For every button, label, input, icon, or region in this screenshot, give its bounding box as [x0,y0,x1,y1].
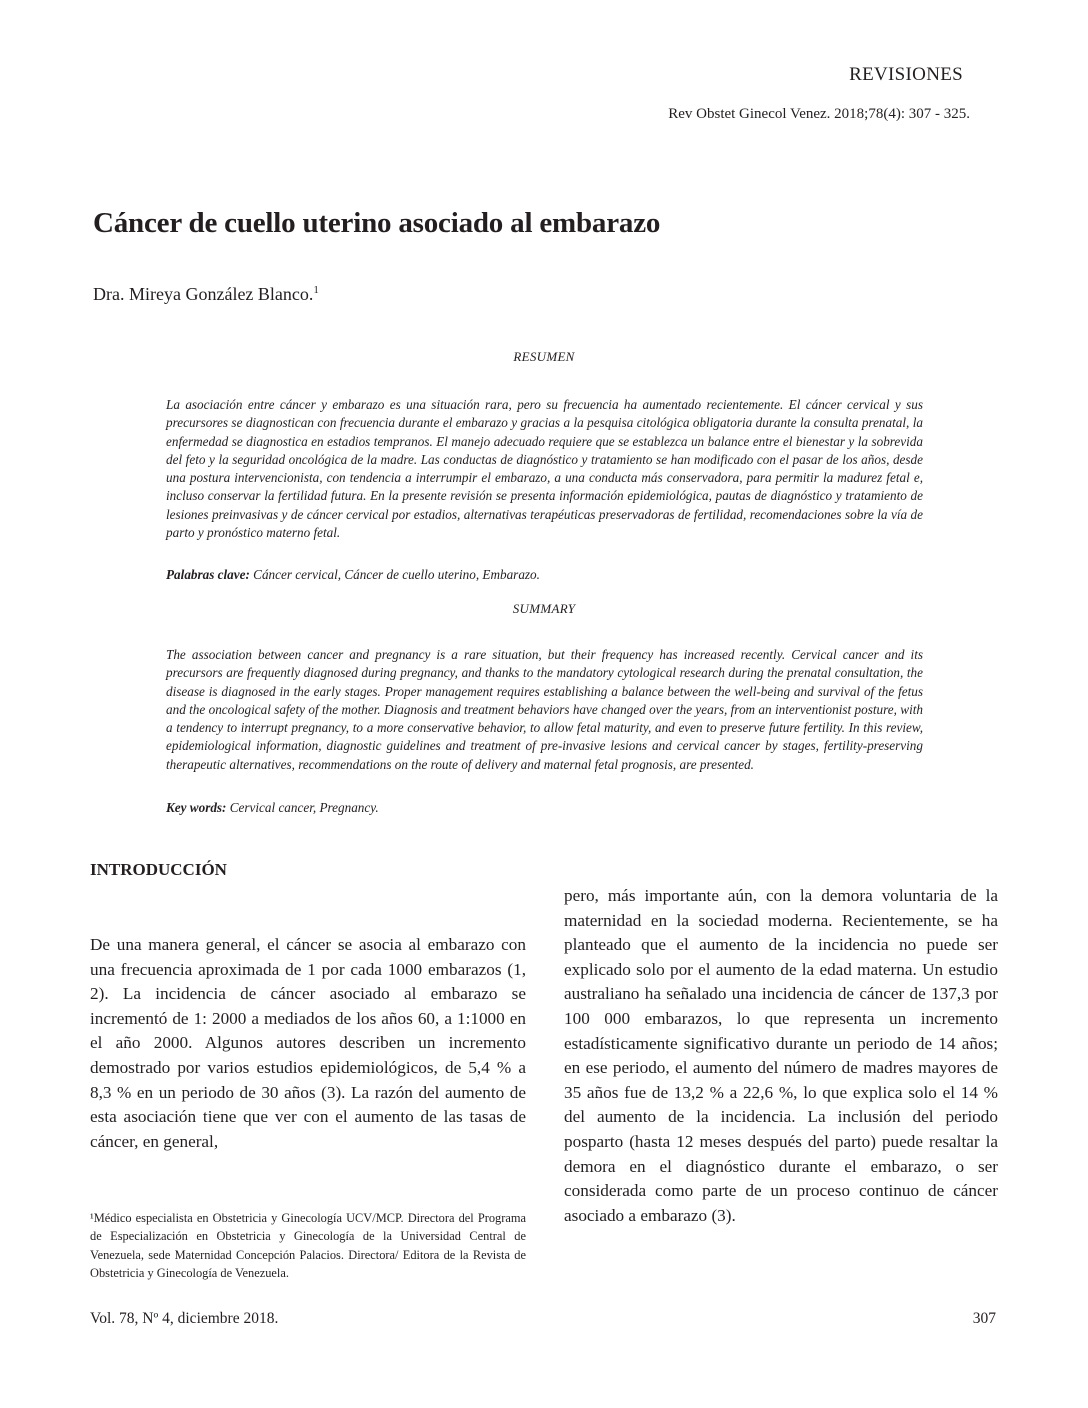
resumen-keywords-values: Cáncer cervical, Cáncer de cuello uterino, Embarazo. [249,567,540,582]
summary-heading: SUMMARY [512,601,576,616]
page-number: 307 [972,1310,996,1327]
body-left-column [90,933,526,1154]
resumen-heading: RESUMEN [513,349,575,364]
resumen-keywords [166,567,923,583]
section-label: REVISIONES [849,64,963,85]
body-right-column [564,884,998,1228]
author-affiliation-marker: 1 [313,284,319,296]
author-name: Dra. Mireya González Blanco. [93,284,314,304]
summary-text: The association between cancer and pregnancy is a rare situation, but their frequency has increased recently. Cervical cancer and its precursors are frequently diagnosed during pregnancy, and thanks to the mandatory cytological research during the prenatal consultation, the disease is diagnosed in the early stages. Proper management requires establishing a balance between the well-being and survival of the fetus and the oncological safety of the mother. Diagnosis and treatment behaviors have changed over the years, from an interventionist posture, with a tendency to interrupt pregnancy, to a more conservative behavior, to allow fetal maturity, and even to preserve future fertility. In this review, epidemiological information, diagnostic guidelines and treatment of pre-invasive lesions and cervical cancer by stages, fertility-preserving therapeutic alternatives, recommendations on the route of delivery and maternal fetal prognosis, are presented. [166,647,923,772]
introduction-heading: INTRODUCCIÓN [90,860,227,879]
intro-paragraph-right: pero, más importante aún, con la demora voluntaria de la maternidad en la sociedad moderna. Recientemente, se ha planteado que el aumento de la incidencia no puede ser explicado solo por el aumento de la edad materna. Un estudio australiano ha señalado una incidencia de cáncer de 137,3 por 100 000 embarazos, lo que representa un incremento estadísticamente significativo durante un periodo de 14 años; en ese periodo, el aumento del número de madres mayores de 35 años fue de 13,2 % a 22,6 %, lo que explica solo el 14 % del aumento de la incidencia. La inclusión del periodo posparto (hasta 12 meses después del parto) puede resaltar la demora en el diagnóstico durante el embarazo, o ser considerada como parte de un proceso continuo de cáncer asociado a embarazo (3). [564,886,998,1225]
author-line [93,284,319,305]
summary-keywords [166,800,923,816]
summary-keywords-values: Cervical cancer, Pregnancy. [226,800,379,815]
author-footnote: ¹Médico especialista en Obstetricia y Ginecología UCV/MCP. Directora del Programa de Especialización en Obstetricia y Ginecología de la Universidad Central de Venezuela, sede Maternidad Concepción Palacios. Directora/ Editora de la Revista de Obstetricia y Ginecología de Venezuela. [90,1211,526,1281]
article-title: Cáncer de cuello uterino asociado al embarazo [93,207,661,239]
footer-volume: Vol. 78, Nº 4, diciembre 2018. [90,1310,279,1327]
summary-keywords-label: Key words: [166,800,227,815]
intro-paragraph-left: De una manera general, el cáncer se asocia al embarazo con una frecuencia aproximada de 1 por cada 1000 embarazos (1, 2). La incidencia de cáncer asociado al embarazo se incrementó de 1: 2000 a mediados de los años 60, a 1:1000 en el año 2000. Algunos autores describen un incremento demostrado por varios estudios epidemiológicos, de 5,4 % a 8,3 % en un periodo de 30 años (3). La razón del aumento de esta asociación tiene que ver con el aumento de las tasas de cáncer, en general, [90,935,526,1151]
journal-citation: Rev Obstet Ginecol Venez. 2018;78(4): 307 - 325. [668,106,970,122]
resumen-text: La asociación entre cáncer y embarazo es una situación rara, pero su frecuencia ha aumentado recientemente. El cáncer cervical y sus precursores se diagnostican con frecuencia durante el embarazo y gracias a la pesquisa citológica obligatoria durante la consulta prenatal, la enfermedad se diagnostica en estadios tempranos. El manejo adecuado requiere que se establezca un balance entre el bienestar y la sobrevida del feto y la seguridad oncológica de la madre. Las conductas de diagnóstico y tratamiento se han modificado con el pasar de los años, desde una postura intervencionista, con tendencia a interrumpir el embarazo, a una conducta más conservadora, para permitir la madurez fetal e, incluso conservar la fertilidad futura. En la presente revisión se presenta información epidemiológica, pautas de diagnóstico y tratamiento de lesiones preinvasivas y de cáncer cervical por estadios, alternativas terapéuticas preservadoras de fertilidad, recomendaciones sobre la vía de parto y pronóstico materno fetal. [166,397,923,541]
resumen-keywords-label: Palabras clave: [166,567,250,582]
